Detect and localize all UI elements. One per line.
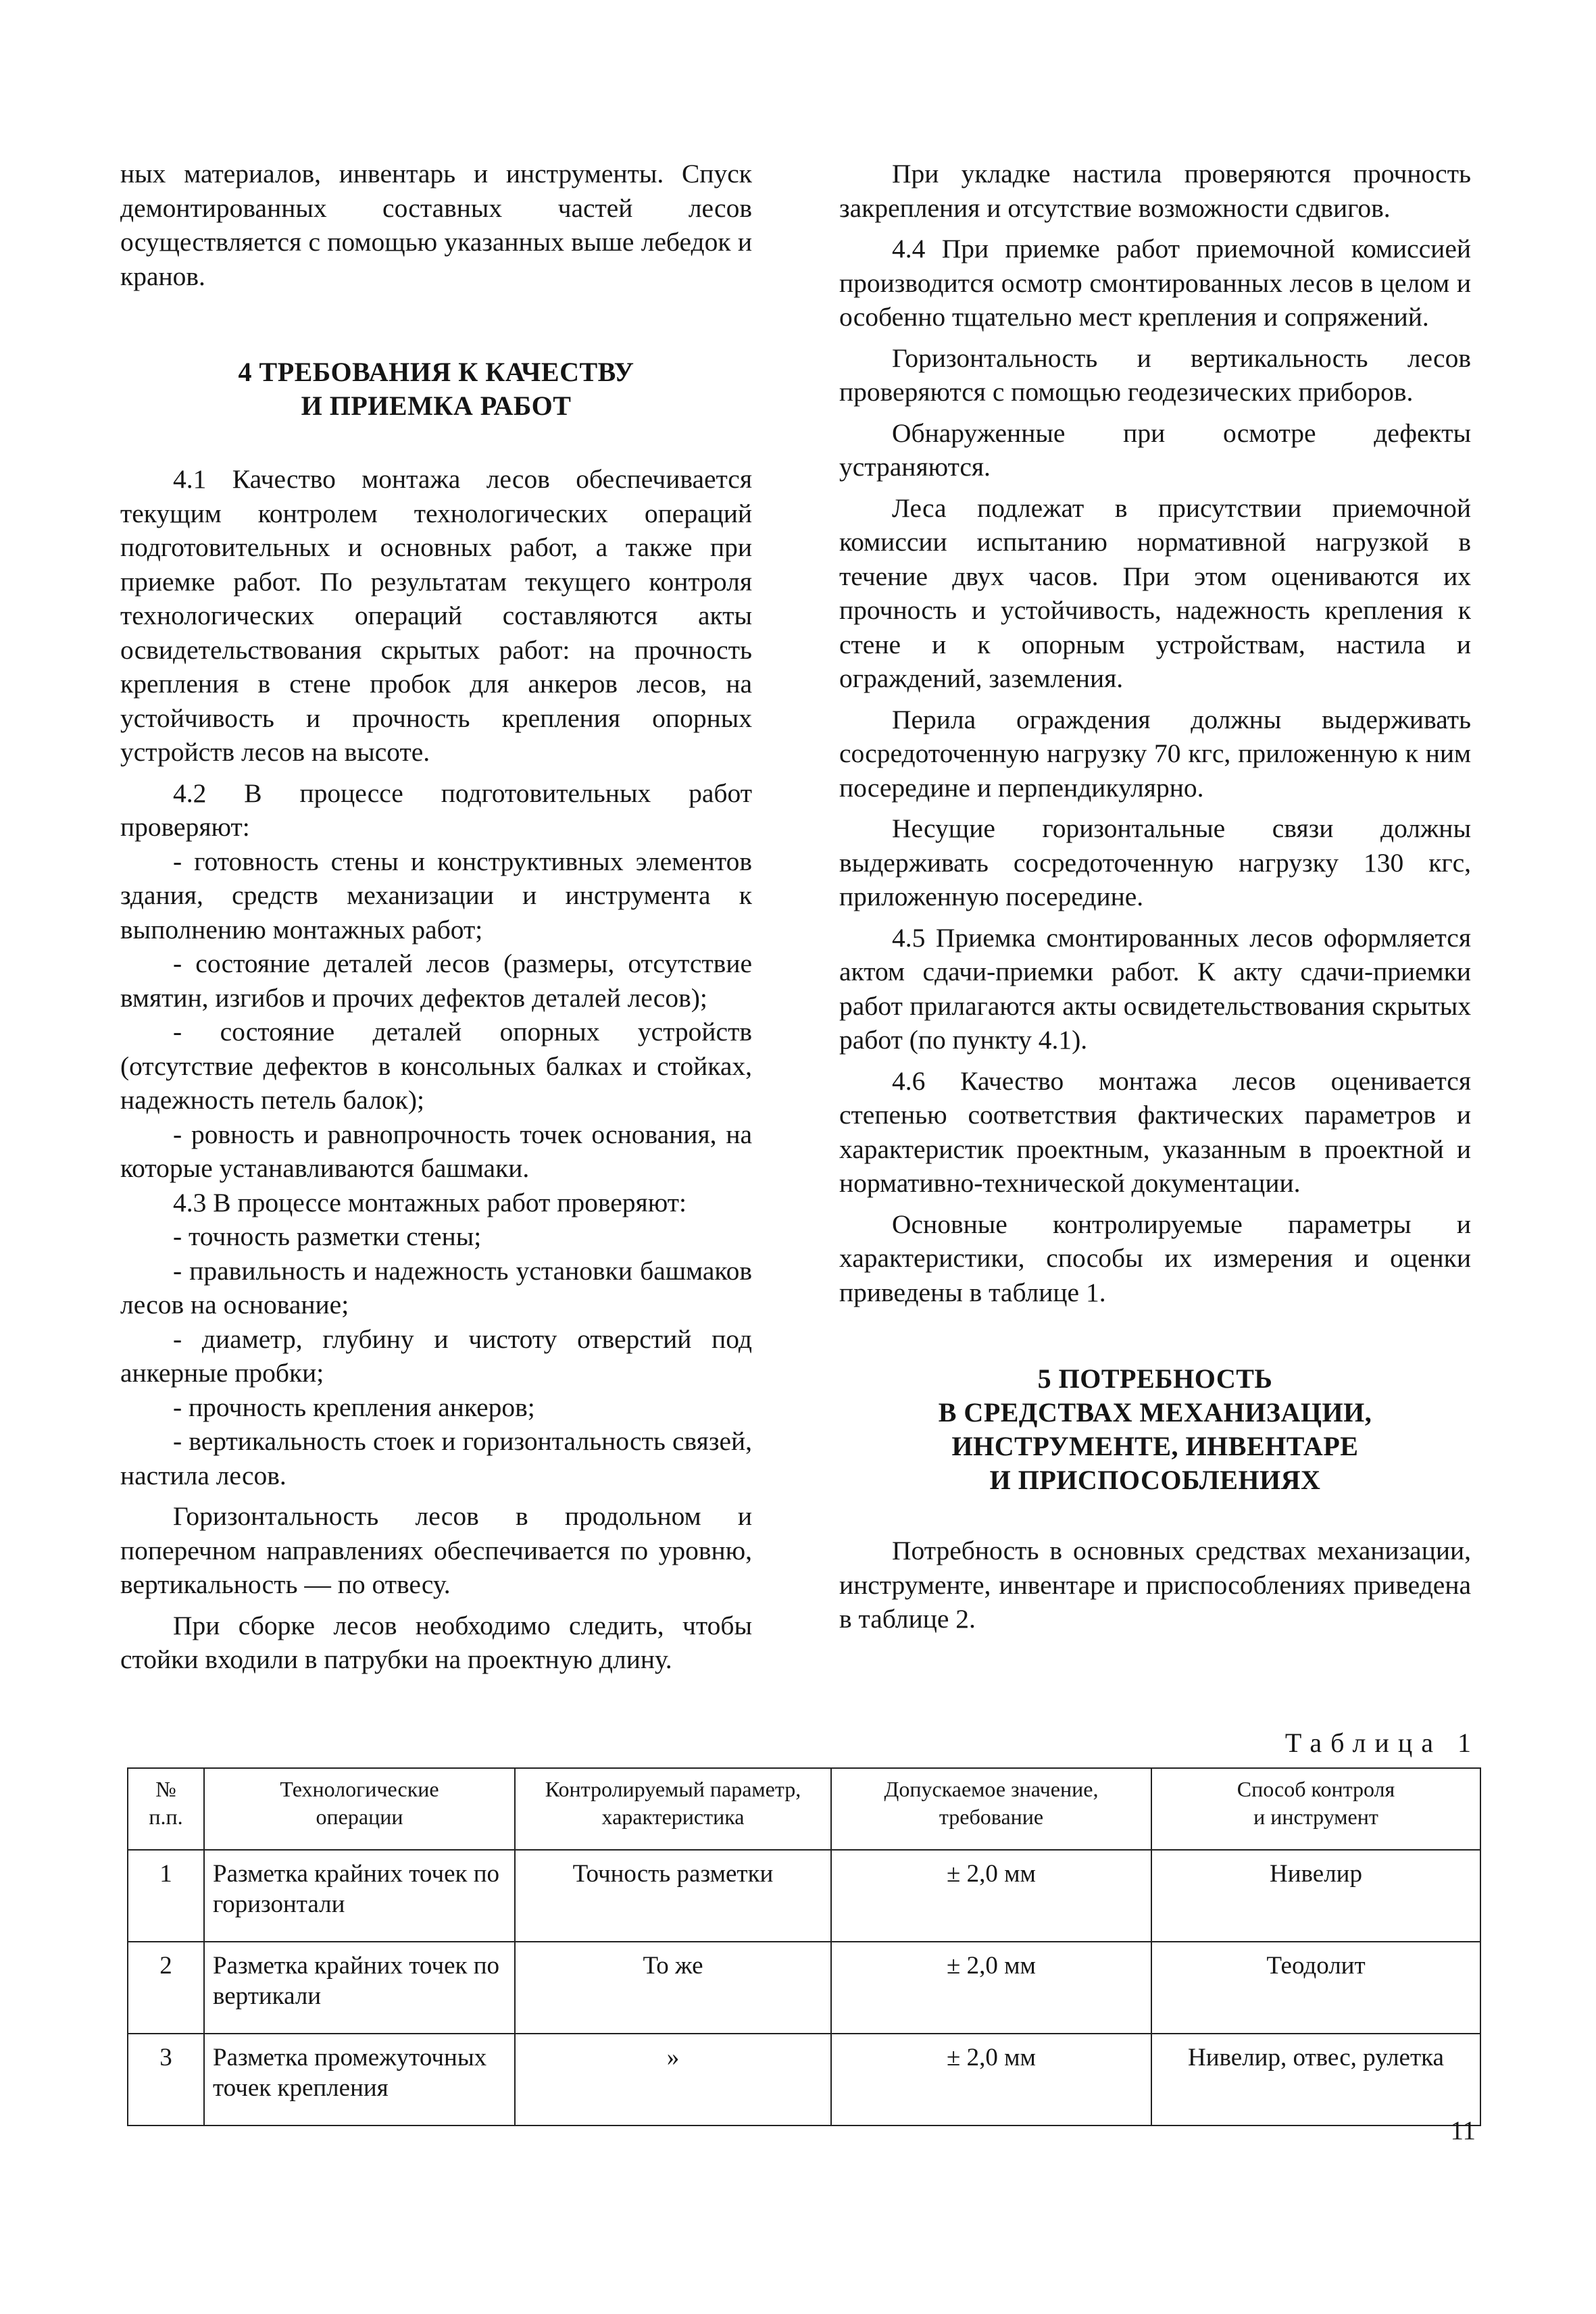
- paragraph-4-5: 4.5 Приемка смонтированных лесов оформляется актом сдачи-приемки работ. К акту сдачи-приемки работ прилагаются акты освидетельствования скрытых работ (по пункту 4.1).: [839, 922, 1471, 1055]
- header-control-line2: и инструмент: [1253, 1805, 1378, 1829]
- paragraph-4-1: 4.1 Качество монтажа лесов обеспечивается текущим контролем технологических операций подготовительных и основных работ, а также при приемке работ. По результатам текущего контроля технологических операций составляются акты освидетельствования скрытых работ: на прочность крепления в стене пробок для анкеров лесов, на устойчивость и прочность крепления опорных устройств лесов на высоте.: [120, 464, 752, 767]
- cell-num: 2: [128, 1942, 204, 2034]
- header-operation: [204, 1768, 515, 1850]
- cell-operation: Разметка крайних точек по вертикали: [204, 1942, 515, 2034]
- list-item-4-3-e: - вертикальность стоек и горизонтальность связей, настила лесов.: [120, 1426, 752, 1490]
- cell-value: ± 2,0 мм: [831, 2034, 1151, 2126]
- paragraph-assembly: При сборке лесов необходимо следить, чтобы стойки входили в патрубки на проектную длину.: [120, 1610, 752, 1674]
- table-1-caption: Таблица 1: [1285, 1728, 1480, 1758]
- header-parameter-line1: Контролируемый параметр,: [545, 1777, 801, 1801]
- header-value-line1: Допускаемое значение,: [884, 1777, 1099, 1801]
- paragraph-need: Потребность в основных средствах механизации, инструменте, инвентаре и приспособлениях приведена в таблице 2.: [839, 1536, 1471, 1634]
- section-5-title-line2: В СРЕДСТВАХ МЕХАНИЗАЦИИ,: [938, 1397, 1372, 1428]
- cell-control: Нивелир: [1151, 1850, 1480, 1942]
- paragraph-geodesic: Горизонтальность и вертикальность лесов проверяются с помощью геодезических приборов.: [839, 343, 1471, 407]
- paragraph-params: Основные контролируемые параметры и характеристики, способы их измерения и оценки приведены в таблице 1.: [839, 1209, 1471, 1307]
- section-4-title: [120, 355, 752, 423]
- list-item-4-3-c: - диаметр, глубину и чистоту отверстий под анкерные пробки;: [120, 1324, 752, 1388]
- cell-num: 1: [128, 1850, 204, 1942]
- paragraph-4-4: 4.4 При приемке работ приемочной комиссией производится осмотр смонтированных лесов в целом и особенно тщательно мест крепления и сопряжений.: [839, 234, 1471, 332]
- section-5-title-line4: И ПРИСПОСОБЛЕНИЯХ: [989, 1465, 1321, 1495]
- list-item-4-2-a: - готовность стены и конструктивных элементов здания, средств механизации и инструмента к выполнению монтажных работ;: [120, 846, 752, 945]
- paragraph-ties: Несущие горизонтальные связи должны выдерживать сосредоточенную нагрузку 130 кгс, приложенную посередине.: [839, 813, 1471, 911]
- list-item-4-3-b: - правильность и надежность установки башмаков лесов на основание;: [120, 1255, 752, 1319]
- page-number: 11: [1450, 2116, 1476, 2145]
- section-4-title-line2: И ПРИЕМКА РАБОТ: [301, 391, 572, 421]
- paragraph-4-6: 4.6 Качество монтажа лесов оценивается степенью соответствия фактических параметров и характеристик проектным, указанным в проектной и нормативно-технической документации.: [839, 1065, 1471, 1198]
- cell-control: Теодолит: [1151, 1942, 1480, 2034]
- cell-control: Нивелир, отвес, рулетка: [1151, 2034, 1480, 2126]
- list-item-4-2-b: - состояние деталей лесов (размеры, отсутствие вмятин, изгибов и прочих дефектов деталей лесов);: [120, 949, 752, 1013]
- table-1: [127, 1767, 1481, 2126]
- table-row: [128, 1850, 1480, 1942]
- cell-operation: Разметка промежуточных точек крепления: [204, 2034, 515, 2126]
- paragraph-4-2: 4.2 В процессе подготовительных работ проверяют:: [120, 778, 752, 842]
- cell-value: ± 2,0 мм: [831, 1850, 1151, 1942]
- list-item-4-3-a: - точность разметки стены;: [173, 1222, 482, 1251]
- list-item-4-2-d: - ровность и равнопрочность точек основания, на которые устанавливаются башмаки.: [120, 1119, 752, 1183]
- cell-parameter: Точность разметки: [515, 1850, 831, 1942]
- header-operation-line1: Технологические: [280, 1777, 439, 1801]
- left-column: [120, 157, 752, 1677]
- section-5-title-line1: 5 ПОТРЕБНОСТЬ: [1037, 1363, 1273, 1394]
- paragraph-deck: При укладке настила проверяются прочность закрепления и отсутствие возможности сдвигов.: [839, 159, 1471, 223]
- cell-parameter: То же: [515, 1942, 831, 2034]
- header-parameter-line2: характеристика: [601, 1805, 745, 1829]
- table-row: [128, 2034, 1480, 2126]
- header-parameter: [515, 1768, 831, 1850]
- paragraph-test: Леса подлежат в присутствии приемочной комиссии испытанию нормативной нагрузкой в течение двух часов. При этом оцениваются их прочность и устойчивость, надежность крепления к стене и к опорным устройствам, настила и ограждений, заземления.: [839, 493, 1471, 693]
- table-header-row: [128, 1768, 1480, 1850]
- header-control-line1: Способ контроля: [1237, 1777, 1395, 1801]
- header-num-line2: п.п.: [149, 1805, 183, 1829]
- section-5-title: [839, 1362, 1471, 1497]
- intro-paragraph: ных материалов, инвентарь и инструменты. Спуск демонтированных составных частей лесов осуществляется с помощью указанных выше лебедок и кранов.: [120, 159, 752, 291]
- header-num-line1: №: [155, 1777, 176, 1801]
- paragraph-railing: Перила ограждения должны выдерживать сосредоточенную нагрузку 70 кгс, приложенную к ним посередине и перпендикулярно.: [839, 704, 1471, 803]
- header-num: [128, 1768, 204, 1850]
- header-operation-line2: операции: [316, 1805, 403, 1829]
- list-item-4-3-d: - прочность крепления анкеров;: [173, 1392, 535, 1422]
- header-control: [1151, 1768, 1480, 1850]
- section-5-title-line3: ИНСТРУМЕНТЕ, ИНВЕНТАРЕ: [951, 1431, 1359, 1461]
- paragraph-4-3: 4.3 В процессе монтажных работ проверяют:: [173, 1187, 687, 1217]
- section-4-title-line1: 4 ТРЕБОВАНИЯ К КАЧЕСТВУ: [238, 357, 634, 387]
- cell-operation: Разметка крайних точек по горизонтали: [204, 1850, 515, 1942]
- list-item-4-2-c: - состояние деталей опорных устройств (отсутствие дефектов в консольных балках и стойках, надежность петель балок);: [120, 1017, 752, 1115]
- header-value: [831, 1768, 1151, 1850]
- paragraph-defects: Обнаруженные при осмотре дефекты устраняются.: [839, 418, 1471, 482]
- paragraph-level: Горизонтальность лесов в продольном и поперечном направлениях обеспечивается по уровню, вертикальность — по отвесу.: [120, 1501, 752, 1599]
- cell-parameter: »: [515, 2034, 831, 2126]
- header-value-line2: требование: [939, 1805, 1044, 1829]
- table-row: [128, 1942, 1480, 2034]
- right-column: [839, 157, 1471, 1636]
- cell-num: 3: [128, 2034, 204, 2126]
- cell-value: ± 2,0 мм: [831, 1942, 1151, 2034]
